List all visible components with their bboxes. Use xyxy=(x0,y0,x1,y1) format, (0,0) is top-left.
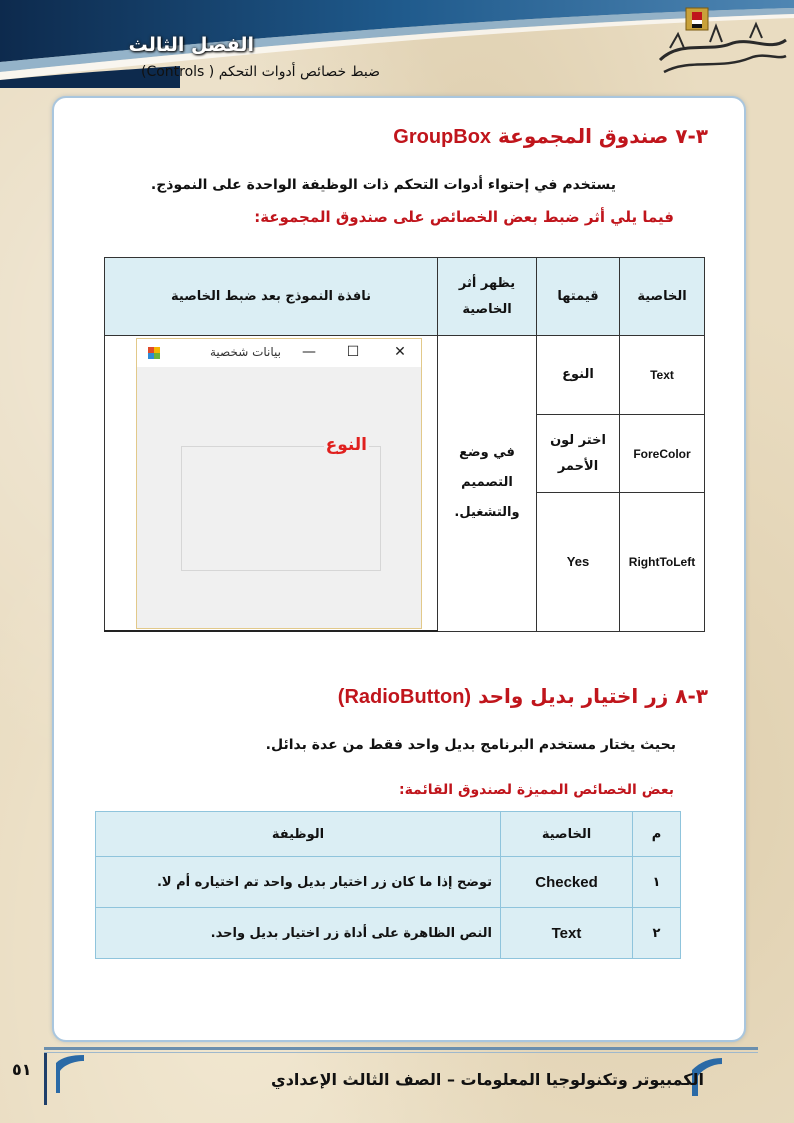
groupbox-description: يستخدم في إحتواء أدوات التحكم ذات الوظيفة الواحدة على النموذج. xyxy=(150,177,616,193)
radiobutton-section-heading xyxy=(338,684,708,709)
window-titlebar xyxy=(137,339,421,367)
ministry-logo-icon xyxy=(650,0,790,90)
table-row xyxy=(96,857,681,908)
header-effect: يظهر أثر الخاصية xyxy=(438,258,537,336)
header-function: الوظيفة xyxy=(96,812,501,857)
row-function: توضح إذا ما كان زر اختيار بديل واحد تم اختياره أم لا. xyxy=(96,857,501,908)
radiobutton-heading-number: ٣-٨ xyxy=(675,684,708,708)
row-property: Text xyxy=(501,908,633,959)
row-number: ٢ xyxy=(633,908,681,959)
minimize-icon[interactable]: — xyxy=(302,344,316,360)
header-property: الخاصية xyxy=(620,258,705,336)
table-header-row xyxy=(96,812,681,857)
app-icon xyxy=(148,347,160,359)
header-property: الخاصية xyxy=(501,812,633,857)
radiobutton-heading-english: (RadioButton) xyxy=(337,686,472,708)
radiobutton-description: بحيث يختار مستخدم البرنامج بديل واحد فقط من عدة بدائل. xyxy=(265,737,676,753)
groupbox-heading-number: ٣-٧ xyxy=(675,124,708,148)
groupbox-section-heading xyxy=(393,124,708,149)
chapter-title: الفصل الثالث xyxy=(128,34,254,56)
footer-divider-thin xyxy=(44,1052,758,1053)
property-righttoleft: RightToLeft xyxy=(620,493,705,631)
close-icon[interactable]: ✕ xyxy=(394,344,406,360)
property-text: Text xyxy=(620,336,705,415)
row-property: Checked xyxy=(501,857,633,908)
footer-text: الكمبيوتر وتكنولوجيا المعلومات – الصف الثالث الإعدادي xyxy=(271,1070,704,1089)
table-header-row xyxy=(105,258,705,336)
radiobutton-heading-arabic: زر اختيار بديل واحد xyxy=(478,684,669,708)
header-number: م xyxy=(633,812,681,857)
page-number: ٥١ xyxy=(12,1060,32,1079)
form-window-preview xyxy=(136,338,422,629)
value-righttoleft: Yes xyxy=(537,493,620,631)
row-number: ١ xyxy=(633,857,681,908)
groupbox-heading-arabic: صندوق المجموعة xyxy=(498,124,669,148)
groupbox-control[interactable] xyxy=(181,446,381,571)
value-text: النوع xyxy=(537,336,620,415)
table-row xyxy=(96,908,681,959)
maximize-icon[interactable]: ☐ xyxy=(346,344,360,360)
groupbox-caption: النوع xyxy=(325,435,367,455)
window-title: بيانات شخصية xyxy=(210,345,281,359)
radiobutton-properties-table xyxy=(95,811,681,959)
row-function: النص الظاهرة على أداة زر اختيار بديل واحد. xyxy=(96,908,501,959)
groupbox-intro: فيما يلي أثر ضبط بعض الخصائص على صندوق المجموعة: xyxy=(254,208,674,226)
groupbox-heading-english: GroupBox xyxy=(393,126,492,148)
radiobutton-intro: بعض الخصائص المميزة لصندوق القائمة: xyxy=(398,782,674,798)
header-value: قيمتها xyxy=(537,258,620,336)
chapter-subtitle: ضبط خصائص أدوات التحكم ( Controls) xyxy=(140,64,380,80)
effect-mode: في وضع التصميم والتشغيل. xyxy=(438,336,537,631)
value-forecolor: اختر لون الأحمر xyxy=(537,415,620,493)
footer-corner-icon xyxy=(56,1055,84,1093)
property-forecolor: ForeColor xyxy=(620,415,705,493)
header-window: نافذة النموذج بعد ضبط الخاصية xyxy=(105,258,438,336)
footer-divider xyxy=(44,1047,758,1050)
footer-accent-bar xyxy=(44,1053,47,1105)
